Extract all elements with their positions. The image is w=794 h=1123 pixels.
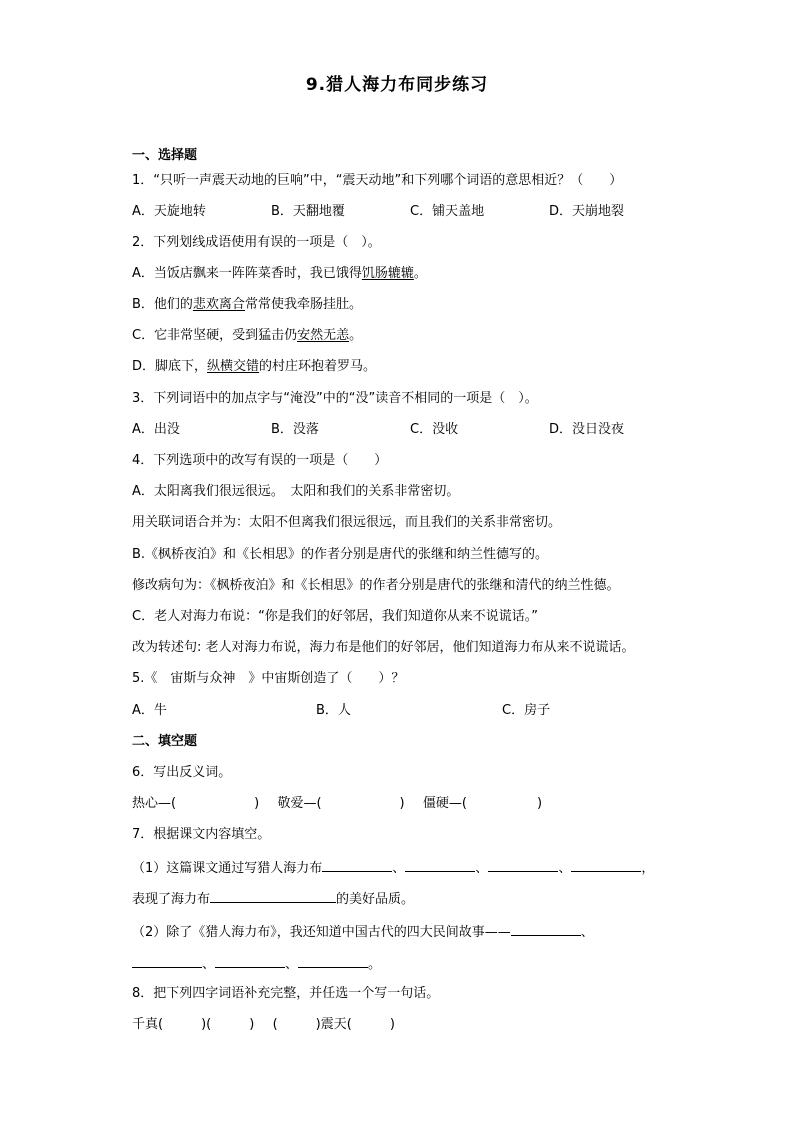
question-5-stem: 5.《 宙斯与众神 》中宙斯创造了（ ）？	[132, 671, 405, 686]
antonym-word-1: 热心—(	[132, 796, 177, 811]
question-1-option-d: D．天崩地裂	[549, 204, 625, 219]
fill-blank[interactable]	[210, 888, 336, 903]
question-8-idioms	[132, 1015, 395, 1035]
question-6-antonyms	[132, 794, 542, 814]
option-text-end: 。	[349, 328, 363, 343]
fill-blank[interactable]	[571, 857, 641, 872]
underlined-idiom: 饥肠辘辘	[361, 266, 414, 281]
underlined-idiom: 安然无恙	[297, 328, 350, 343]
part-2-text: （2）除了《猎人海力布》，我还知道中国古代的四大民间故事——	[132, 925, 511, 940]
close-paren: )	[399, 796, 405, 811]
question-7-stem: 7．根据课文内容填空。	[132, 827, 271, 842]
question-2-option-c	[132, 326, 362, 346]
question-1-stem: 1．“只听一声震天动地的巨响”中，“震天动地”和下列哪个词语的意思相近？（ ）	[132, 173, 623, 188]
close-paren: )	[389, 1017, 395, 1032]
part-1-text: （1）这篇课文通过写猎人海力布	[132, 861, 323, 876]
underlined-idiom: 悲欢离合	[192, 297, 245, 312]
separator: 、	[580, 925, 594, 940]
question-4-option-c-line2: 改为转述句: 老人对海力布说，海力布是他们的好邻居，他们知道海力布从来不说谎话。	[132, 640, 635, 655]
separator: 、	[392, 861, 406, 876]
part-1-line2-end: 的美好品质。	[336, 892, 415, 907]
idiom-2-middle: )震天(	[315, 1017, 352, 1032]
close-paren: )	[536, 796, 543, 811]
fill-blank[interactable]	[322, 857, 392, 872]
question-8-stem: 8．把下列四字词语补充完整，并任选一个写一句话。	[132, 986, 440, 1001]
antonym-word-2: 敬爱—(	[277, 796, 322, 811]
question-3-option-a: A．出没	[132, 422, 180, 437]
question-4-option-b-line1: B.《枫桥夜泊》和《长相思》的作者分别是唐代的张继和纳兰性德写的。	[132, 547, 549, 562]
question-4-option-c-line1: C．老人对海力布说：“你是我们的好邻居，我们知道你从来不说谎话。”	[132, 609, 539, 624]
open-paren: (	[272, 1017, 278, 1032]
question-4-option-b-line2: 修改病句为：《枫桥夜泊》和《长相思》的作者分别是唐代的张继和清代的纳兰性德。	[132, 578, 620, 593]
close-paren: )	[249, 1017, 255, 1032]
question-7-part-1-line2	[132, 888, 414, 910]
fill-blank[interactable]	[215, 953, 285, 968]
section-heading-choice: 一、选择题	[132, 148, 198, 163]
fill-blank[interactable]	[511, 921, 581, 936]
option-text: D．脚底下，	[132, 359, 208, 374]
section-heading-fill: 二、填空题	[132, 734, 198, 749]
question-1-option-c: C．铺天盖地	[410, 204, 485, 219]
separator: 、	[475, 861, 489, 876]
question-1-option-a: A．天旋地转	[132, 204, 206, 219]
antonym-word-3: 僵硬—(	[422, 796, 467, 811]
question-6-stem: 6．写出反义词。	[132, 765, 232, 780]
question-2-stem: 2．下列划线成语使用有误的一项是（ ）。	[132, 235, 381, 250]
question-2-option-b	[132, 295, 362, 315]
paren-mid: )(	[201, 1017, 212, 1032]
question-4-option-a-line2: 用关联词语合并为：太阳不但离我们很远很远，而且我们的关系非常密切。	[132, 515, 562, 530]
question-5-option-c: C．房子	[502, 703, 551, 718]
question-7-part-2-line2	[132, 953, 381, 975]
page-title: 9.猎人海力布同步练习	[305, 75, 489, 95]
underlined-idiom: 纵横交错	[207, 359, 260, 374]
option-text-end: 的村庄环抱着罗马。	[259, 359, 377, 374]
question-7-part-1	[132, 857, 654, 879]
question-1-option-b: B．天翻地覆	[271, 204, 345, 219]
question-7-part-2	[132, 921, 594, 943]
question-4-option-a-line1: A．太阳离我们很远很远。 太阳和我们的关系非常密切。	[132, 484, 460, 499]
separator: 、	[285, 957, 299, 972]
option-text-end: 。	[413, 266, 427, 281]
period: 。	[368, 957, 382, 972]
close-paren: )	[254, 796, 260, 811]
option-text: A．当饭店飘来一阵阵菜香时，我已饿得	[132, 266, 362, 281]
question-5-option-a: A．牛	[132, 703, 167, 718]
idiom-1-start: 千真(	[132, 1017, 164, 1032]
separator: 、	[202, 957, 216, 972]
option-text: B．他们的	[132, 297, 193, 312]
option-text: C．它非常坚硬，受到猛击仍	[132, 328, 298, 343]
fill-blank[interactable]	[488, 857, 558, 872]
question-2-option-a	[132, 264, 427, 284]
fill-blank[interactable]	[298, 953, 368, 968]
separator: 、	[558, 861, 572, 876]
question-5-option-b: B．人	[316, 703, 351, 718]
part-1-line2-text: 表现了海力布	[132, 892, 211, 907]
fill-blank[interactable]	[132, 953, 202, 968]
question-3-stem: 3．下列词语中的加点字与“淹没”中的“没”读音不相同的一项是（ ）。	[132, 391, 538, 406]
question-2-option-d	[132, 357, 376, 377]
question-3-option-c: C．没收	[410, 422, 459, 437]
question-3-option-d: D．没日没夜	[549, 422, 625, 437]
comma: ，	[641, 861, 655, 876]
question-4-stem: 4．下列选项中的改写有误的一项是（ ）	[132, 453, 388, 468]
option-text-end: 常常使我牵肠挂肚。	[244, 297, 362, 312]
fill-blank[interactable]	[405, 857, 475, 872]
question-3-option-b: B．没落	[271, 422, 319, 437]
